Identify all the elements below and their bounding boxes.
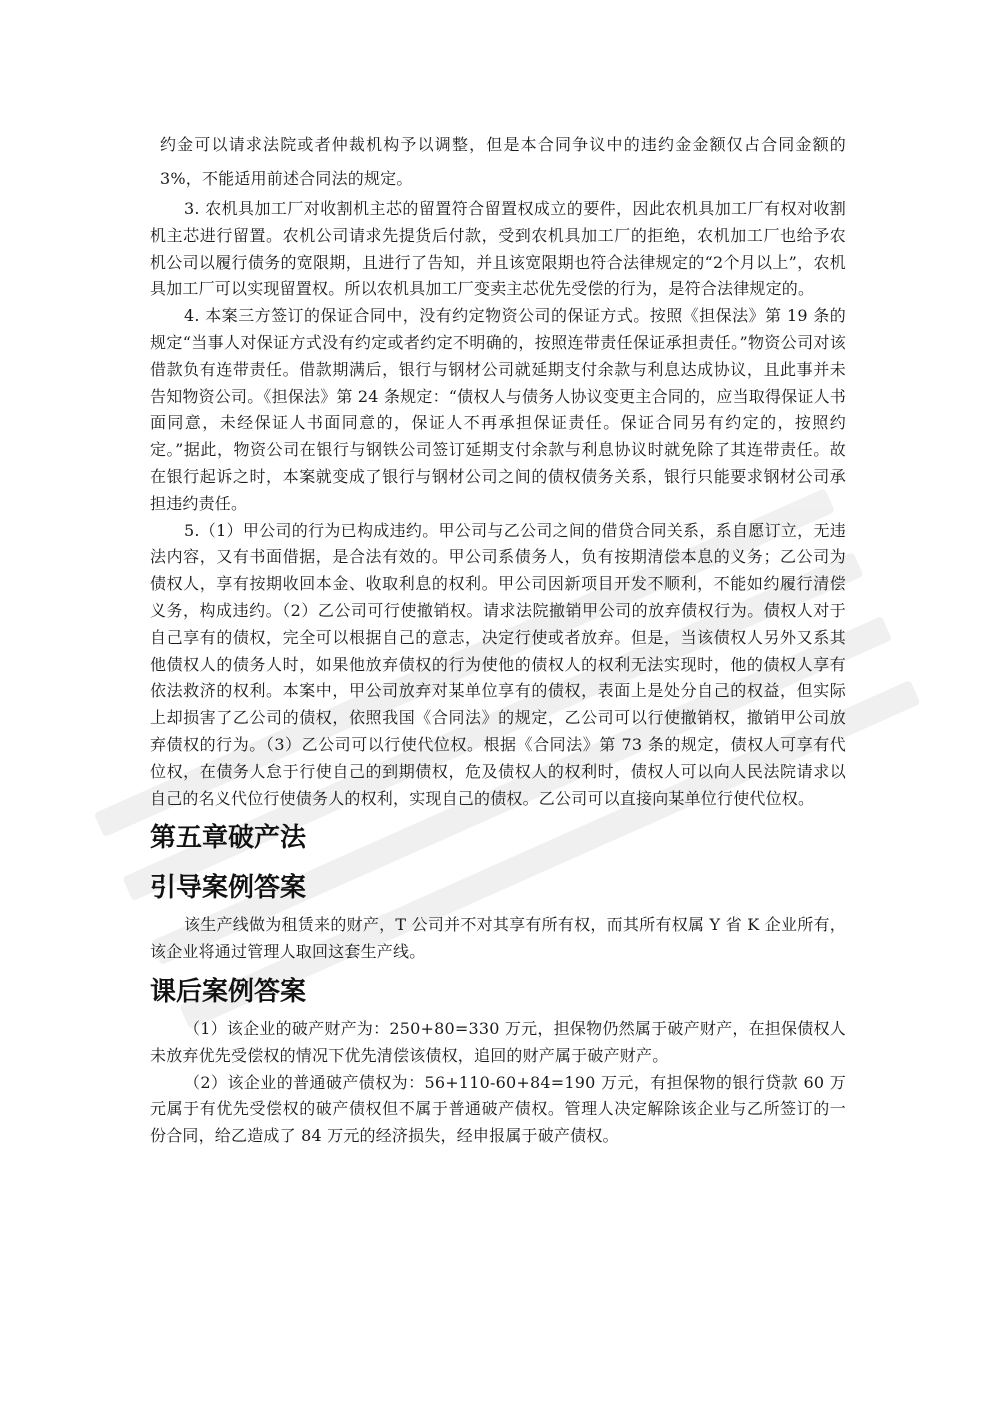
paragraph-intro-case-answer: 该生产线做为租赁来的财产，T 公司并不对其享有所有权，而其所有权属 Y 省 K 企业所有，该企业将通过管理人取回这套生产线。 [150,915,846,962]
paragraph-after-class-answer-1: （1）该企业的破产财产为：250+80=330 万元，担保物仍然属于破产财产，在担保债权人未放弃优先受偿权的情况下优先清偿该债权，追回的财产属于破产财产。 [150,1018,846,1065]
chapter-title: 第五章破产法 [150,823,307,854]
paragraph-after-class-answer-2: （2）该企业的普通破产债权为：56+110-60+84=190 万元，有担保物的银行贷款 60 万元属于有优先受偿权的破产债权但不属于普通破产债权。管理人决定解除该企业与乙所签订的一份合同，给乙造成了 84 万元的经济损失，经申报属于破产债权。 [150,1072,846,1146]
section-title-intro-case: 引导案例答案 [150,873,307,904]
document-page [150,128,846,1150]
paragraph-answer-3: 3. 农机具加工厂对收割机主芯的留置符合留置权成立的要件，因此农机具加工厂有权对收割机主芯进行留置。农机公司请求先提货后付款，受到农机具加工厂的拒绝，农机加工厂也给予农机公司以履行债务的宽限期，且进行了告知，并且该宽限期也符合法律规定的“2个月以上”，农机具加工厂可以实现留置权。所以农机具加工厂变卖主芯优先受偿的行为，是符合法律规定的。 [150,199,846,299]
paragraph-continuation: 约金可以请求法院或者仲裁机构予以调整，但是本合同争议中的违约金金额仅占合同金额的 3%，不能适用前述合同法的规定。 [160,135,846,188]
paragraph-answer-4: 4. 本案三方签订的保证合同中，没有约定物资公司的保证方式。按照《担保法》第 19 条的规定“当事人对保证方式没有约定或者约定不明确的，按照连带责任保证承担责任。”物资公司对该借款负有连带责任。借款期满后，银行与钢材公司就延期支付余款与利息达成协议，且此事并未告知物资公司。《担保法》第 24 条规定：“债权人与债务人协议变更主合同的，应当取得保证人书面同意，未经保证人书面同意的，保证人不再承担保证责任。保证合同另有约定的，按照约定。”据此，物资公司在银行与钢铁公司签订延期支付余款与利息协议时就免除了其连带责任。故在银行起诉之时，本案就变成了银行与钢材公司之间的债权债务关系，银行只能要求钢材公司承担违约责任。 [150,306,846,513]
section-title-after-class-case: 课后案例答案 [150,976,307,1007]
paragraph-answer-5: 5.（1）甲公司的行为已构成违约。甲公司与乙公司之间的借贷合同关系，系自愿订立，无违法内容，又有书面借据，是合法有效的。甲公司系债务人，负有按期清偿本息的义务；乙公司为债权人，享有按期收回本金、收取利息的权利。甲公司因新项目开发不顺利，不能如约履行清偿义务，构成违约。（2）乙公司可行使撤销权。请求法院撤销甲公司的放弃债权行为。债权人对于自己享有的债权，完全可以根据自己的意志，决定行使或者放弃。但是，当该债权人另外又系其他债权人的债务人时，如果他放弃债权的行为使他的债权人的权利无法实现时，他的债权人享有依法救济的权利。本案中，甲公司放弃对某单位享有的债权，表面上是处分自己的权益，但实际上却损害了乙公司的债权，依照我国《合同法》的规定，乙公司可以行使撤销权，撤销甲公司放弃债权的行为。（3）乙公司可以行使代位权。根据《合同法》第 73 条的规定，债权人可享有代位权，在债务人怠于行使自己的到期债权，危及债权人的权利时，债权人可以向人民法院请求以自己的名义代位行使债务人的权利，实现自己的债权。乙公司可以直接向某单位行使代位权。 [150,520,846,808]
